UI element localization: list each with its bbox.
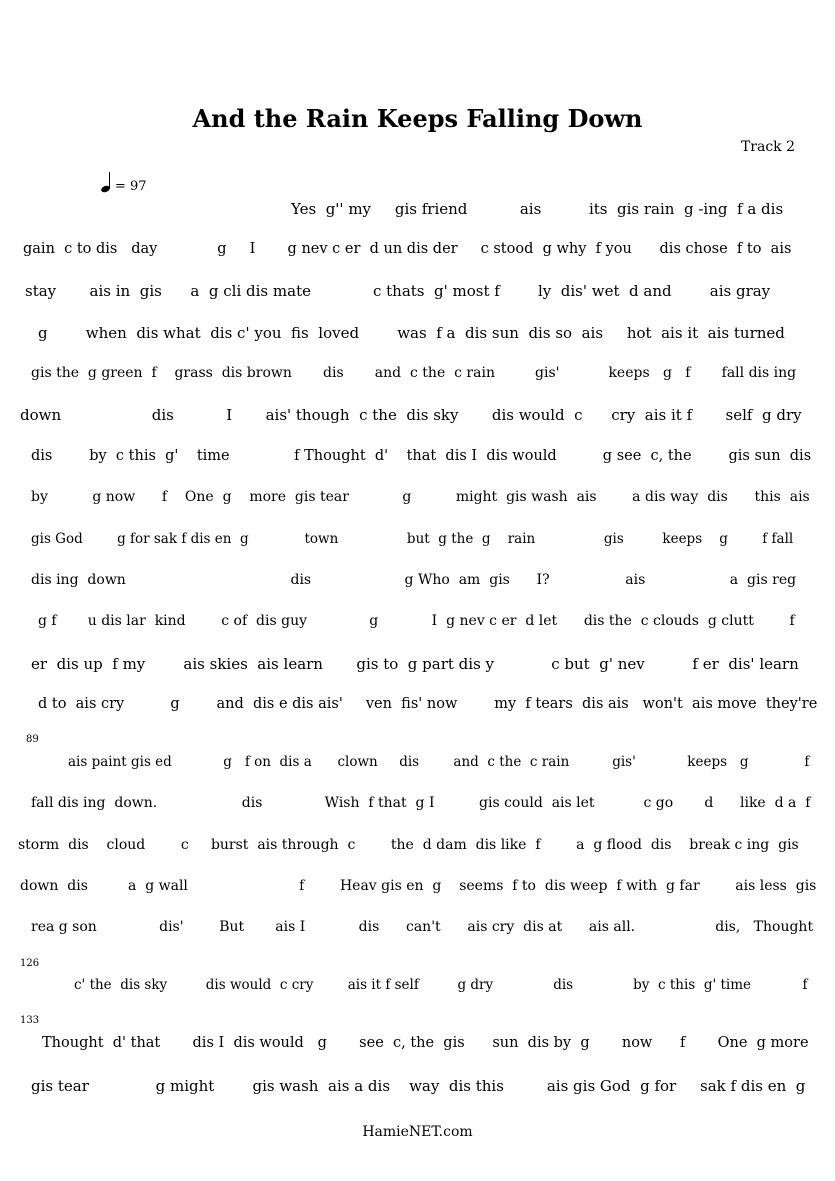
lyric-line: dis ing down dis g Who am gis I? ais a gis reg [31, 572, 797, 588]
lyric-line: gis the g green f grass dis brown dis and c the c rain gis' keeps g f fall dis ing [31, 365, 797, 381]
lyric-line: rea g son dis' But ais I dis can't ais cry dis at ais all. dis, Thought [31, 919, 814, 935]
lyric-line: ais paint gis ed g f on dis a clown dis and c the c rain gis' keeps g f [68, 754, 810, 770]
lyric-line: stay ais in gis a g cli dis mate c thats g' most f ly dis' wet d and ais gray [25, 282, 771, 300]
measure-number: 126 [20, 958, 40, 969]
footer-site-name: HamieNET.com [362, 1124, 473, 1140]
lyric-line: g f u dis lar kind c of dis guy g I g nev c er d let dis the c clouds g clutt f [38, 613, 795, 629]
song-title: And the Rain Keeps Falling Down [192, 104, 643, 133]
lyric-line: er dis up f my ais skies ais learn gis to g part dis y c but g' nev f er dis' learn [31, 655, 799, 673]
lyric-line: gis tear g might gis wash ais a dis way dis this ais gis God g for sak f dis en g [31, 1077, 806, 1095]
lyric-line: dis by c this g' time f Thought d' that dis I dis would g see c, the gis sun dis [31, 448, 812, 464]
lyric-line: g when dis what dis c' you fis loved was f a dis sun dis so ais hot ais it ais turned [38, 324, 785, 342]
quarter-note-icon [100, 172, 114, 194]
lyric-line: down dis I ais' though c the dis sky dis would c cry ais it f self g dry [20, 406, 802, 424]
lyric-line: gis God g for sak f dis en g town but g the g rain gis keeps g f fall [31, 531, 794, 547]
lyric-line: storm dis cloud c burst ais through c the d dam dis like f a g flood dis break c ing gis [18, 837, 799, 853]
track-label: Track 2 [740, 139, 795, 155]
measure-number: 133 [20, 1015, 40, 1026]
lyric-line: fall dis ing down. dis Wish f that g I gis could ais let c go d like d a f [31, 795, 811, 811]
measure-number: 89 [26, 734, 39, 745]
lyric-line: Thought d' that dis I dis would g see c, the gis sun dis by g now f One g more [42, 1035, 809, 1051]
lyric-line: d to ais cry g and dis e dis ais' ven fis' now my f tears dis ais won't ais move they're [38, 696, 818, 712]
tempo-marking [100, 172, 147, 194]
tempo-value: = 97 [115, 179, 147, 194]
lyric-line: by g now f One g more gis tear g might gis wash ais a dis way dis this ais [31, 489, 810, 505]
lyric-line: gain c to dis day g I g nev c er d un dis der c stood g why f you dis chose f to ais [23, 241, 792, 257]
lyric-line: c' the dis sky dis would c cry ais it f self g dry dis by c this g' time f [74, 977, 808, 993]
lyric-line: Yes g'' my gis friend ais its gis rain g -ing f a dis [291, 200, 784, 218]
lyric-line: down dis a g wall f Heav gis en g seems f to dis weep f with g far ais less gis [20, 878, 817, 894]
